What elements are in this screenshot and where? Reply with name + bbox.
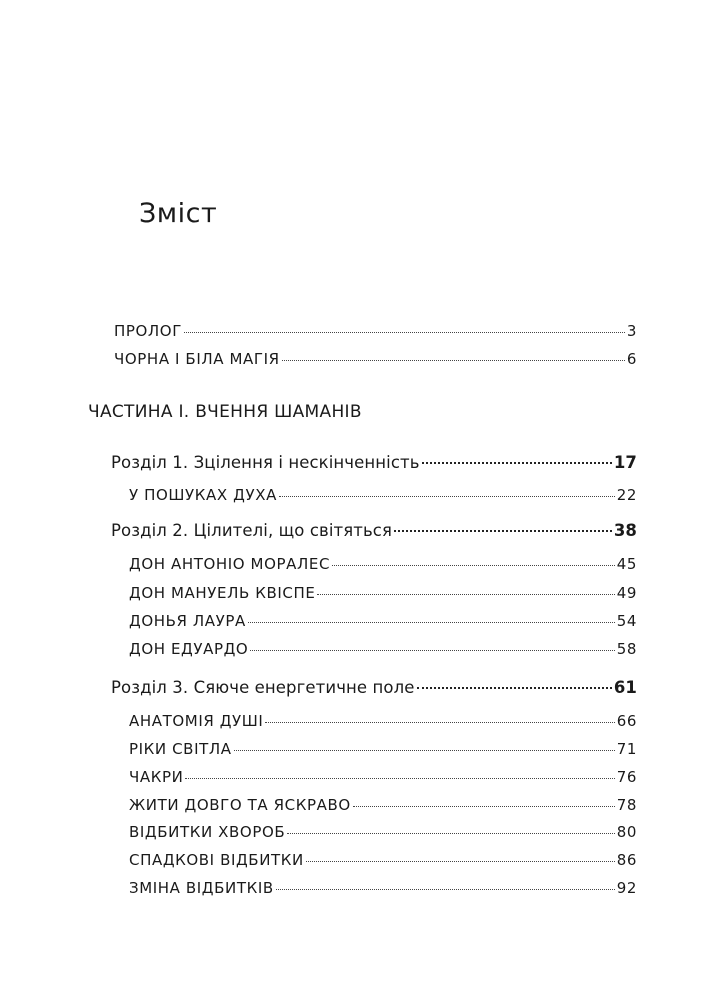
toc-chapter-2[interactable] bbox=[111, 521, 637, 540]
toc-entry-page: 86 bbox=[616, 851, 637, 869]
toc-entry-label: АНАТОМІЯ ДУШІ bbox=[129, 712, 264, 730]
toc-chapter-1[interactable] bbox=[111, 453, 637, 472]
toc-entry-page: 49 bbox=[616, 584, 637, 602]
toc-entry-page: 78 bbox=[616, 796, 637, 814]
part-heading: ЧАСТИНА І. ВЧЕННЯ ШАМАНІВ bbox=[88, 402, 362, 422]
dot-leader bbox=[234, 750, 615, 751]
dot-leader bbox=[417, 687, 612, 689]
toc-entry-label: ВІДБИТКИ ХВОРОБ bbox=[129, 823, 286, 841]
dot-leader bbox=[287, 833, 614, 834]
toc-entry-label: ЗМІНА ВІДБИТКІВ bbox=[129, 879, 274, 897]
toc-entry-page: 80 bbox=[616, 823, 637, 841]
toc-entry-page: 3 bbox=[626, 322, 637, 340]
toc-entry-label: ДОН АНТОНІО МОРАЛЕС bbox=[129, 555, 331, 573]
toc-entry[interactable] bbox=[129, 879, 637, 897]
dot-leader bbox=[265, 722, 614, 723]
toc-entry-label: ПРОЛОГ bbox=[114, 322, 182, 340]
toc-entry-label: У ПОШУКАХ ДУХА bbox=[129, 486, 277, 504]
toc-entry-label: РІКИ СВІТЛА bbox=[129, 740, 232, 758]
toc-chapter-label: Розділ 2. Цілителі, що світяться bbox=[111, 521, 392, 540]
toc-entry[interactable] bbox=[129, 796, 637, 814]
toc-entry-label: ЧОРНА І БІЛА МАГІЯ bbox=[114, 350, 280, 368]
dot-leader bbox=[282, 360, 625, 361]
toc-chapter-3[interactable] bbox=[111, 678, 637, 697]
toc-entry-label: ЖИТИ ДОВГО ТА ЯСКРАВО bbox=[129, 796, 351, 814]
toc-entry-page: 66 bbox=[616, 712, 637, 730]
toc-entry-label: ДОНЬЯ ЛАУРА bbox=[129, 612, 246, 630]
toc-entry[interactable] bbox=[129, 851, 637, 869]
toc-chapter-label: Розділ 1. Зцілення і нескінченність bbox=[111, 453, 420, 472]
page-title: Зміст bbox=[139, 198, 218, 229]
toc-entry-label: ДОН ЕДУАРДО bbox=[129, 640, 249, 658]
toc-chapter-label: Розділ 3. Сяюче енергетичне поле bbox=[111, 678, 415, 697]
toc-entry-label: СПАДКОВІ ВІДБИТКИ bbox=[129, 851, 304, 869]
toc-entry-page: 54 bbox=[616, 612, 637, 630]
dot-leader bbox=[317, 594, 614, 595]
dot-leader bbox=[353, 806, 615, 807]
dot-leader bbox=[250, 650, 614, 651]
toc-entry-page: 71 bbox=[616, 740, 637, 758]
toc-entry[interactable] bbox=[129, 640, 637, 658]
toc-entry[interactable] bbox=[129, 584, 637, 602]
toc-entry[interactable] bbox=[129, 768, 637, 786]
toc-entry-label: ЧАКРИ bbox=[129, 768, 184, 786]
toc-chapter-page: 38 bbox=[613, 521, 637, 540]
toc-entry[interactable] bbox=[129, 555, 637, 573]
toc-entry-page: 6 bbox=[626, 350, 637, 368]
toc-entry[interactable] bbox=[129, 712, 637, 730]
toc-entry-page: 22 bbox=[616, 486, 637, 504]
toc-chapter-page: 61 bbox=[613, 678, 637, 697]
dot-leader bbox=[184, 332, 625, 333]
dot-leader bbox=[306, 861, 615, 862]
toc-entry-page: 76 bbox=[616, 768, 637, 786]
dot-leader bbox=[394, 530, 612, 532]
toc-entry-page: 45 bbox=[616, 555, 637, 573]
toc-entry-page: 92 bbox=[616, 879, 637, 897]
toc-entry-page: 58 bbox=[616, 640, 637, 658]
toc-entry-label: ДОН МАНУЕЛЬ КВІСПЕ bbox=[129, 584, 316, 602]
toc-entry-black-white-magic[interactable] bbox=[114, 350, 637, 368]
toc-entry[interactable] bbox=[129, 486, 637, 504]
toc-chapter-page: 17 bbox=[613, 453, 637, 472]
toc-entry[interactable] bbox=[129, 823, 637, 841]
toc-entry[interactable] bbox=[129, 740, 637, 758]
dot-leader bbox=[248, 622, 615, 623]
dot-leader bbox=[185, 778, 614, 779]
toc-entry[interactable] bbox=[129, 612, 637, 630]
dot-leader bbox=[279, 496, 615, 497]
dot-leader bbox=[332, 565, 615, 566]
toc-entry-prologue[interactable] bbox=[114, 322, 637, 340]
dot-leader bbox=[422, 462, 612, 464]
dot-leader bbox=[276, 889, 615, 890]
